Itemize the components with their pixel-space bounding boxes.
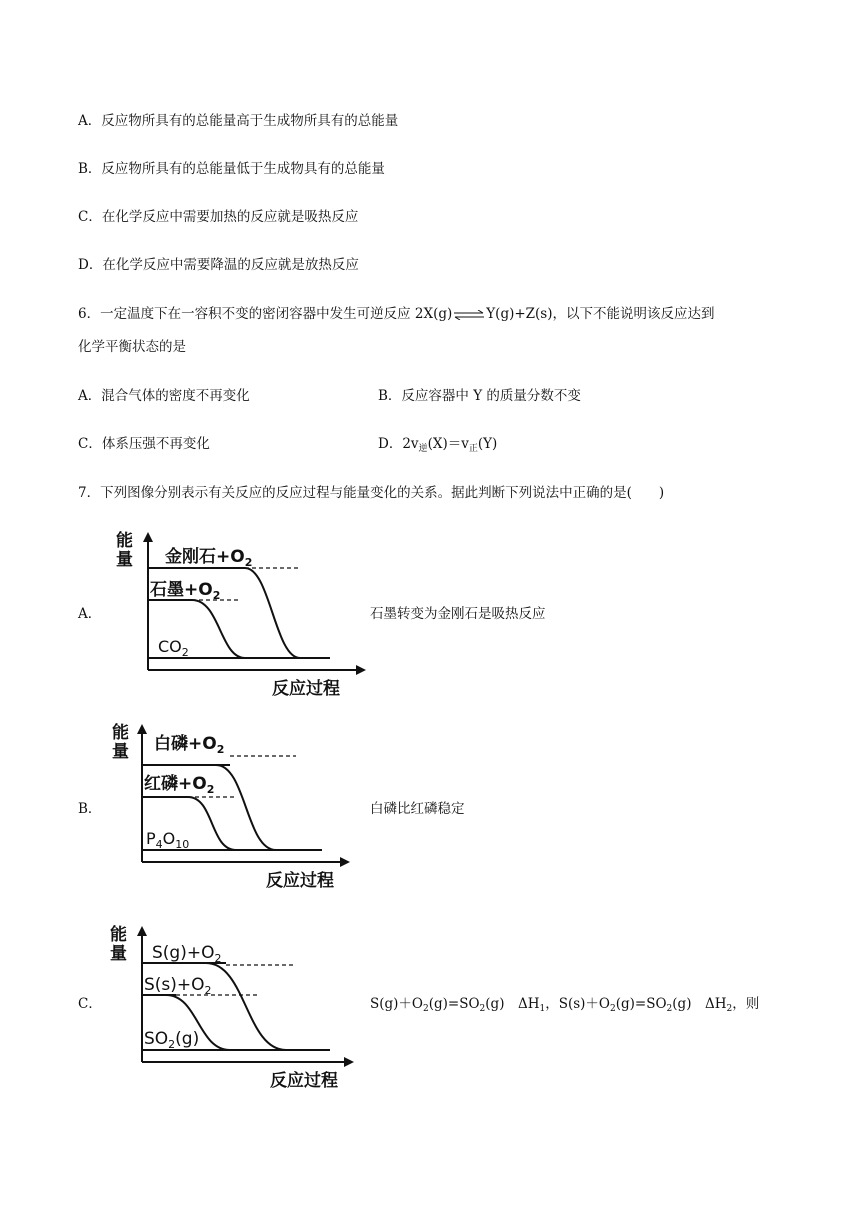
q6-option-d-mid: (X)＝v	[427, 436, 469, 452]
figure-c-ylabel-1: 能	[110, 925, 127, 945]
figure-a-y-arrow	[143, 532, 153, 542]
caption-c-part2: (g)=SO	[428, 996, 480, 1012]
caption-c-part7: ，则	[732, 996, 760, 1012]
caption-c-part1: S(g)＋O	[370, 996, 423, 1012]
figure-b-curve-high	[216, 765, 276, 850]
q6-stem-pre: 6．一定温度下在一容积不变的密闭容器中发生可逆反应 2X(g)	[78, 306, 453, 322]
caption-c-part4: ，S(s)＋O	[545, 996, 610, 1012]
equilibrium-arrow-icon	[454, 310, 484, 320]
figure-b-energy-diagram	[106, 722, 366, 892]
figure-a-mid-label: 石墨$+O_2$	[150, 580, 221, 602]
q5-option-a: A．反应物所具有的总能量高于生成物所具有的总能量	[78, 113, 399, 129]
q6-option-d-post: (Y)	[477, 436, 498, 452]
q6-option-b: B．反应容器中 Y 的质量分数不变	[378, 388, 581, 404]
figure-a-xlabel: 反应过程	[272, 679, 340, 699]
figure-b-y-arrow	[137, 724, 147, 734]
q6-stem-post: Y(g)+Z(s)，以下不能说明该反应达到	[486, 306, 715, 322]
caption-c-sub6: 2	[726, 1004, 733, 1014]
figure-a-curve-mid	[192, 600, 245, 658]
figure-a-high-label: 金刚石$+O_2$	[165, 547, 253, 569]
q6-option-d-pre: D．2v	[378, 436, 419, 452]
q7-option-a-label: A．	[78, 606, 102, 622]
figure-a-low-label: $CO_2$	[158, 637, 189, 659]
figure-b-mid-label: 红磷$+O_2$	[144, 774, 215, 796]
figure-a-ylabel-1: 能	[116, 531, 133, 551]
q7-option-c-label: C．	[78, 996, 102, 1012]
figure-c-curve-high	[206, 963, 286, 1050]
q7-option-a-caption: 石墨转变为金刚石是吸热反应	[370, 606, 546, 622]
figure-c-low-label: $SO_2(g)$	[144, 1029, 200, 1051]
q6-option-d-sub-forward: 正	[468, 444, 478, 454]
figure-b-ylabel-2: 量	[112, 742, 129, 762]
caption-c-sub5: 2	[666, 1004, 673, 1014]
q5-option-b: B．反应物所具有的总能量低于生成物具有的总能量	[78, 161, 385, 177]
q7-option-b-label: B．	[78, 801, 102, 817]
caption-c-sub2: 2	[479, 1004, 486, 1014]
q5-option-c: C．在化学反应中需要加热的反应就是吸热反应	[78, 209, 359, 225]
figure-b-x-arrow	[340, 857, 350, 867]
figure-c-xlabel: 反应过程	[270, 1071, 338, 1091]
caption-c-part3: (g) ΔH	[485, 996, 540, 1012]
q7-option-b-caption: 白磷比红磷稳定	[370, 801, 465, 817]
caption-c-sub4: 2	[610, 1004, 616, 1014]
figure-a-curve-high	[245, 568, 300, 658]
caption-c-sub3: 1	[539, 1004, 546, 1014]
q6-option-d	[378, 434, 497, 459]
caption-c-part6: (g) ΔH	[672, 996, 727, 1012]
q6-stem-line2: 化学平衡状态的是	[78, 339, 186, 355]
figure-b-low-label: $P_4O_{10}$	[146, 829, 190, 851]
figure-c-high-label: $S(g)+O_2$	[152, 943, 222, 965]
figure-a-ylabel-2: 量	[116, 550, 133, 570]
figure-a-x-arrow	[356, 665, 366, 675]
q6-option-c: C．体系压强不再变化	[78, 436, 210, 452]
q7-option-c-caption	[370, 994, 759, 1019]
figure-c-x-arrow	[344, 1057, 354, 1067]
q7-stem: 7．下列图像分别表示有关反应的反应过程与能量变化的关系。据此判断下列说法中正确的是( )	[78, 485, 665, 501]
figure-c-y-arrow	[137, 926, 147, 936]
q5-option-d: D．在化学反应中需要降温的反应就是放热反应	[78, 257, 359, 273]
q6-stem-line1	[78, 304, 715, 324]
figure-b-ylabel-1: 能	[112, 723, 129, 743]
figure-c-energy-diagram	[106, 922, 366, 1094]
figure-a-energy-diagram	[110, 530, 370, 700]
figure-b-curve-mid	[188, 797, 236, 850]
caption-c-part5: (g)=SO	[615, 996, 667, 1012]
figure-c-mid-label: $S(s)+O_2$	[144, 975, 212, 997]
figure-b-xlabel: 反应过程	[266, 871, 334, 891]
figure-c-ylabel-2: 量	[110, 944, 127, 964]
q6-option-a: A．混合气体的密度不再变化	[78, 388, 250, 404]
figure-b-high-label: 白磷$+O_2$	[154, 734, 225, 756]
caption-c-sub1: 2	[423, 1004, 429, 1014]
q6-option-d-sub-reverse: 逆	[418, 444, 428, 454]
